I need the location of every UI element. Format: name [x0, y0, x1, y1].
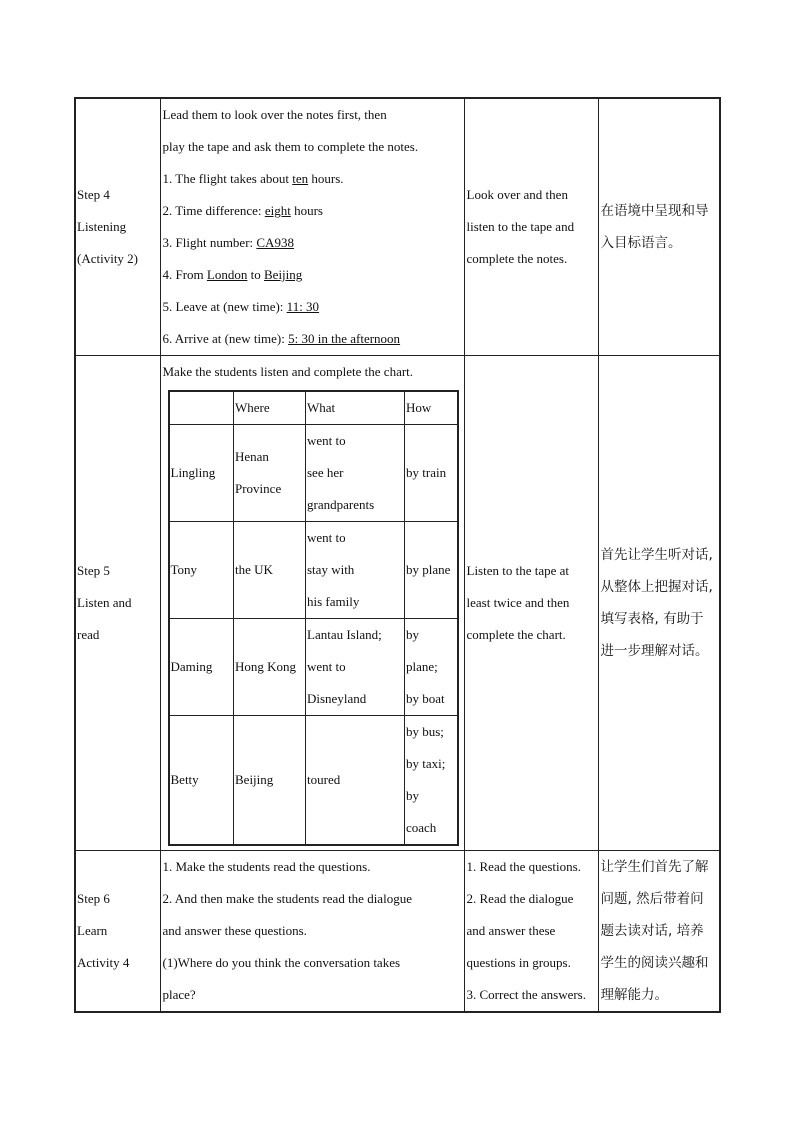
- student-activity: questions in groups.: [466, 955, 571, 970]
- teacher-activity: place?: [162, 987, 196, 1002]
- purpose-text: 填写表格, 有助于: [600, 611, 704, 627]
- student-activity: Look over and then: [466, 187, 568, 202]
- note-answer: 11: 30: [286, 299, 320, 314]
- step4-label: Listening: [77, 219, 127, 234]
- step4-row: [75, 98, 720, 356]
- chart-what: went to stay with his family: [306, 522, 405, 619]
- step5-purpose-cell: [598, 356, 720, 851]
- step6-label: Learn: [77, 923, 108, 938]
- chart-row-tony: [169, 522, 458, 619]
- step5-intro: Make the students listen and complete the chart.: [162, 364, 414, 379]
- purpose-text: 入目标语言。: [600, 235, 682, 251]
- chart-header: What: [306, 391, 405, 425]
- student-activity: 3. Correct the answers.: [466, 987, 586, 1002]
- note-2: 2. Time difference: eight hours: [162, 203, 323, 218]
- note-6: 6. Arrive at (new time): 5: 30 in the afternoon: [162, 331, 401, 346]
- step4-intro: play the tape and ask them to complete the notes.: [162, 139, 419, 154]
- note-answer: ten: [292, 171, 309, 186]
- chart-where: Hong Kong: [234, 619, 306, 716]
- note-answer: eight: [264, 203, 291, 218]
- chart-how: by plane: [405, 522, 458, 619]
- step4-label-cell: [75, 98, 160, 356]
- step5-label: Step 5: [77, 563, 110, 578]
- step5-label: Listen and: [77, 595, 132, 610]
- chart-name: Tony: [169, 522, 234, 619]
- student-activity: 1. Read the questions.: [466, 859, 581, 874]
- step5-row: [75, 356, 720, 851]
- step6-label: Step 6: [77, 891, 110, 906]
- step4-student-cell: [464, 98, 598, 356]
- chart-how: by plane; by boat: [405, 619, 458, 716]
- student-activity: listen to the tape and: [466, 219, 575, 234]
- step6-label: Activity 4: [77, 955, 130, 970]
- purpose-text: 首先让学生听对话,: [600, 547, 713, 563]
- step4-teacher-cell: [160, 98, 464, 356]
- note-answer: London: [206, 267, 248, 282]
- step6-label-cell: [75, 851, 160, 1013]
- chart-name: Daming: [169, 619, 234, 716]
- note-answer: Beijing: [264, 267, 303, 282]
- step5-student-cell: [464, 356, 598, 851]
- chart-name: Lingling: [169, 425, 234, 522]
- travel-chart: [168, 390, 459, 846]
- step6-student-cell: [464, 851, 598, 1013]
- chart-where: the UK: [234, 522, 306, 619]
- purpose-text: 从整体上把握对话,: [600, 579, 713, 595]
- step5-label-cell: [75, 356, 160, 851]
- chart-row-betty: [169, 716, 458, 846]
- note-answer: 5: 30 in the afternoon: [288, 331, 401, 346]
- step4-label: Step 4: [77, 187, 110, 202]
- student-activity: complete the notes.: [466, 251, 568, 266]
- chart-row-daming: [169, 619, 458, 716]
- step6-teacher-cell: [160, 851, 464, 1013]
- note-5: 5. Leave at (new time): 11: 30: [162, 299, 320, 314]
- step5-teacher-cell: [160, 356, 464, 851]
- student-activity: least twice and then: [466, 595, 570, 610]
- chart-what: went to see her grandparents: [306, 425, 405, 522]
- lesson-plan-table: [74, 97, 721, 1013]
- chart-header-row: [169, 391, 458, 425]
- note-1: 1. The flight takes about ten hours.: [162, 171, 344, 186]
- step6-purpose-cell: [598, 851, 720, 1013]
- chart-what: toured: [306, 716, 405, 846]
- teacher-activity: and answer these questions.: [162, 923, 307, 938]
- purpose-text: 进一步理解对话。: [600, 643, 709, 659]
- purpose-text: 学生的阅读兴趣和: [600, 955, 709, 971]
- chart-how: by bus; by taxi; by coach: [405, 716, 458, 846]
- teacher-activity: 1. Make the students read the questions.: [162, 859, 371, 874]
- note-3: 3. Flight number: CA938: [162, 235, 294, 250]
- teacher-activity: 2. And then make the students read the dialogue: [162, 891, 412, 906]
- chart-where: Henan Province: [234, 425, 306, 522]
- step5-label: read: [77, 627, 100, 642]
- step4-label: (Activity 2): [77, 251, 139, 266]
- chart-where: Beijing: [234, 716, 306, 846]
- step4-purpose-cell: [598, 98, 720, 356]
- student-activity: Listen to the tape at: [466, 563, 570, 578]
- purpose-text: 理解能力。: [600, 987, 668, 1003]
- chart-header: Where: [234, 391, 306, 425]
- purpose-text: 让学生们首先了解: [600, 859, 709, 875]
- note-4: 4. From London to Beijing: [162, 267, 303, 282]
- purpose-text: 题去读对话, 培养: [600, 923, 704, 939]
- student-activity: complete the chart.: [466, 627, 566, 642]
- teacher-activity: (1)Where do you think the conversation takes: [162, 955, 401, 970]
- student-activity: and answer these: [466, 923, 556, 938]
- chart-what: Lantau Island; went to Disneyland: [306, 619, 405, 716]
- step6-row: [75, 851, 720, 1013]
- student-activity: 2. Read the dialogue: [466, 891, 574, 906]
- purpose-text: 问题, 然后带着问: [600, 891, 704, 907]
- chart-row-lingling: [169, 425, 458, 522]
- chart-name: Betty: [169, 716, 234, 846]
- chart-how: by train: [405, 425, 458, 522]
- chart-header: How: [405, 391, 458, 425]
- step4-intro: Lead them to look over the notes first, then: [162, 107, 387, 122]
- chart-header: [169, 391, 234, 425]
- purpose-text: 在语境中呈现和导: [600, 203, 709, 219]
- note-answer: CA938: [256, 235, 294, 250]
